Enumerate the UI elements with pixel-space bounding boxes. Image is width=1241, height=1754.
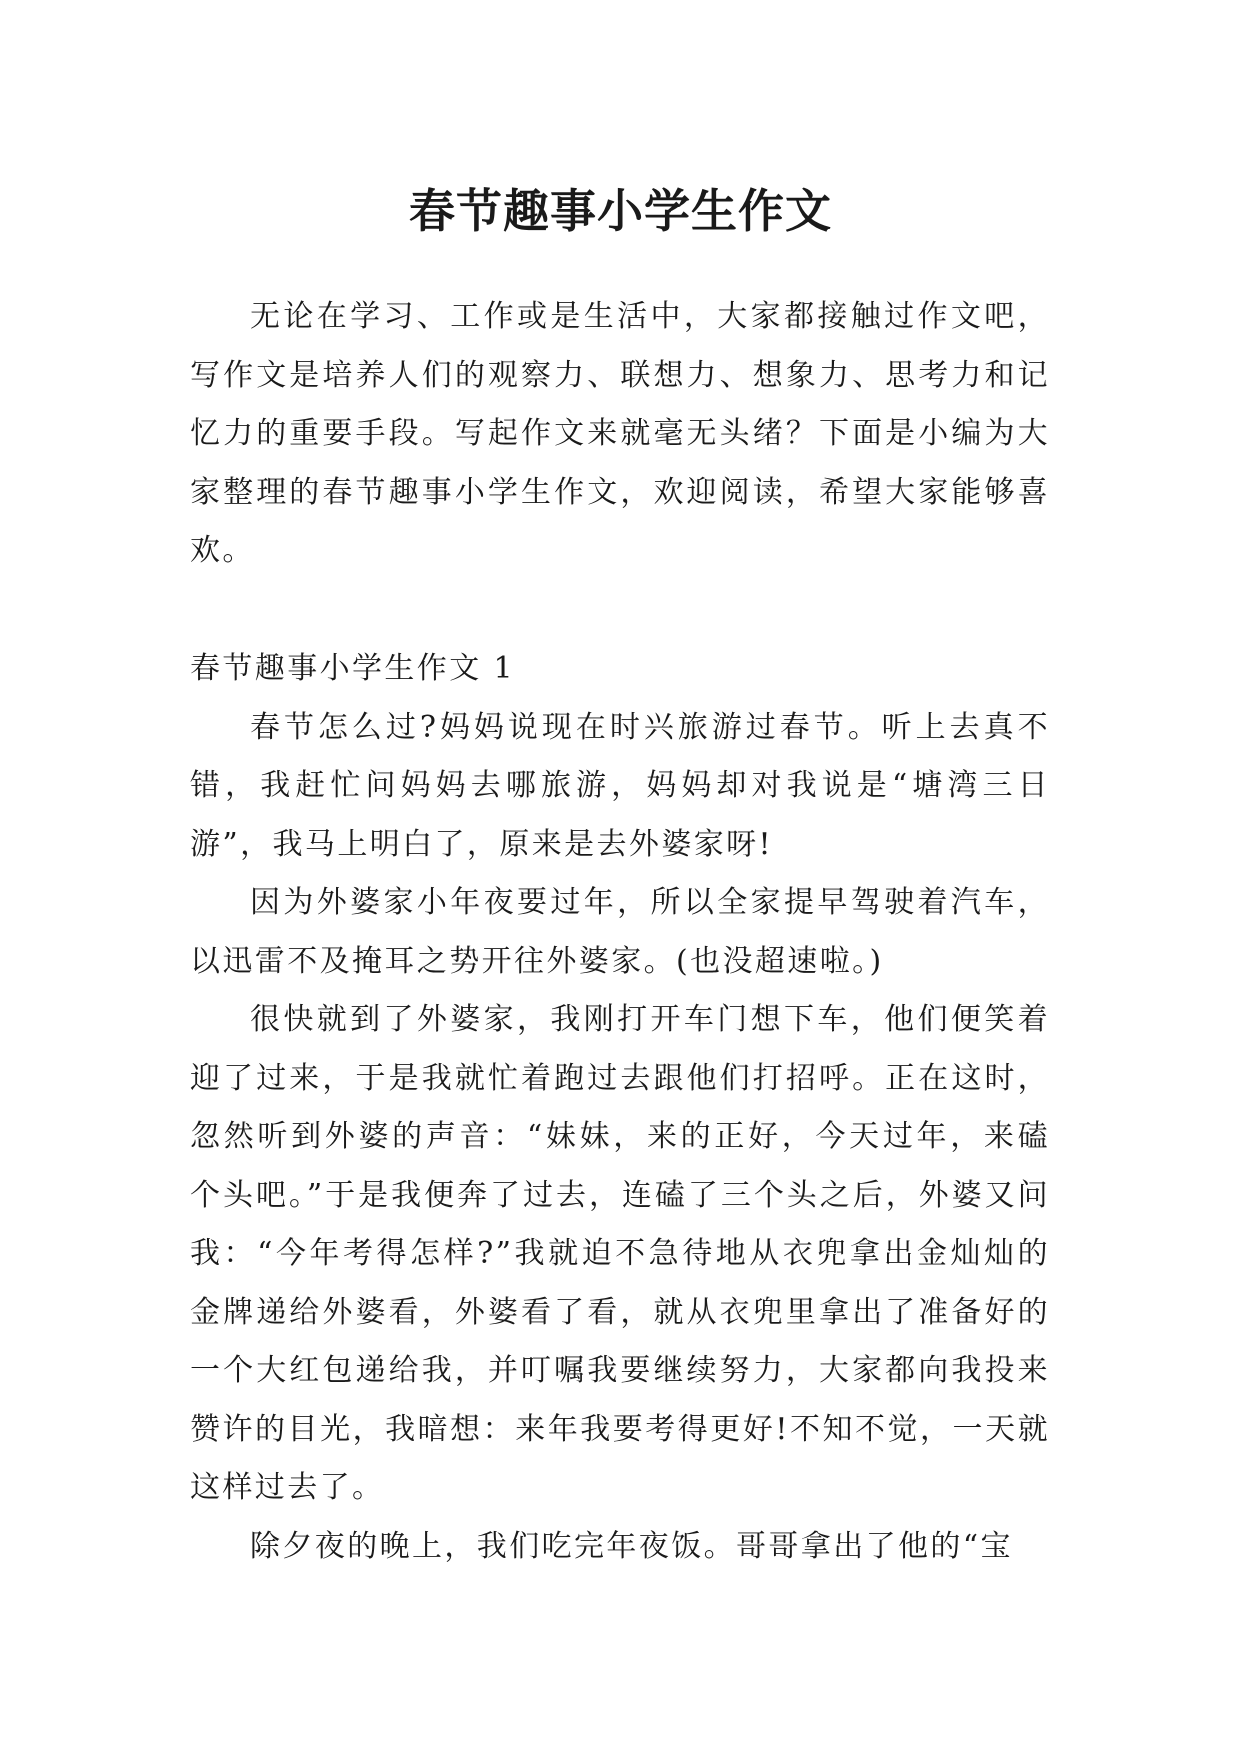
article-paragraph-2: 因为外婆家小年夜要过年，所以全家提早驾驶着汽车，以迅雷不及掩耳之势开往外婆家。(也没超速啦。) bbox=[190, 885, 1050, 979]
article-paragraph-3: 很快就到了外婆家，我刚打开车门想下车，他们便笑着迎了过来，于是我就忙着跑过去跟他们打招呼。正在这时，忽然听到外婆的声音：“妹妹，来的正好，今天过年，来磕个头吧。”于是我便奔了过去，连磕了三个头之后，外婆又问我：“今年考得怎样?”我就迫不急待地从衣兜拿出金灿灿的金牌递给外婆看，外婆看了看，就从衣兜里拿出了准备好的一个大红包递给我，并叮嘱我要继续努力，大家都向我投来赞许的目光，我暗想：来年我要考得更好!不知不觉，一天就这样过去了。 bbox=[190, 1002, 1050, 1505]
intro-section bbox=[190, 288, 1050, 581]
section-heading: 春节趣事小学生作文 1 bbox=[190, 651, 516, 686]
article-paragraph-4: 除夕夜的晚上，我们吃完年夜饭。哥哥拿出了他的“宝 bbox=[250, 1528, 1013, 1564]
document-title: 春节趣事小学生作文 bbox=[409, 183, 832, 238]
article-paragraph-1: 春节怎么过?妈妈说现在时兴旅游过春节。听上去真不错，我赶忙问妈妈去哪旅游，妈妈却对我说是“塘湾三日游”，我马上明白了，原来是去外婆家呀! bbox=[190, 709, 1050, 862]
intro-paragraph: 无论在学习、工作或是生活中，大家都接触过作文吧，写作文是培养人们的观察力、联想力、想象力、思考力和记忆力的重要手段。写起作文来就毫无头绪？下面是小编为大家整理的春节趣事小学生作文，欢迎阅读，希望大家能够喜欢。 bbox=[190, 299, 1050, 568]
article-section bbox=[190, 640, 1050, 1576]
